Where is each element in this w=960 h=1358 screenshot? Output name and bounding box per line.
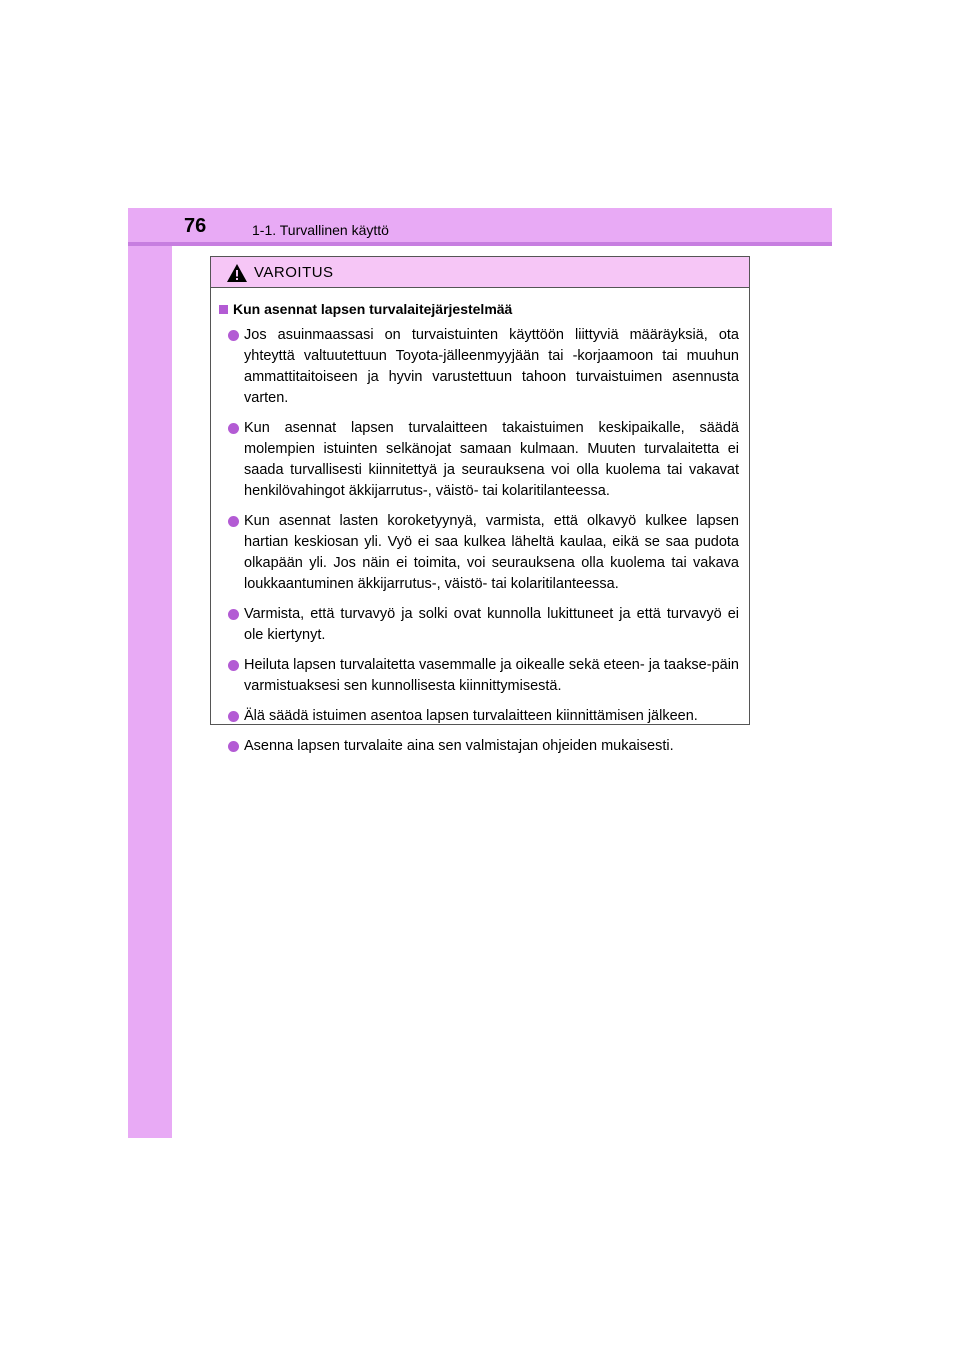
warning-item [219, 511, 741, 595]
bullet-icon [228, 711, 239, 722]
page-number: 76 [184, 215, 207, 237]
bullet-icon [228, 741, 239, 752]
warning-item-text: Jos asuinmaassasi on turvaistuinten käyttöön liittyviä määräyksiä, ota yhteyttä valtuutettuun Toyota-jälleenmyyjään tai -korjaamoon tai muuhun ammattitaitoiseen ja hyvin varustettuun tahoon turvaistuimen asennusta varten. [244, 327, 739, 406]
warning-item [219, 418, 741, 502]
bullet-icon [228, 516, 239, 527]
warning-title: VAROITUS [254, 264, 334, 281]
warning-item [219, 655, 741, 697]
warning-triangle-icon [226, 263, 248, 283]
bullet-icon [228, 609, 239, 620]
header-rule [128, 242, 832, 246]
warning-item-text: Asenna lapsen turvalaite aina sen valmistajan ohjeiden mukaisesti. [244, 738, 674, 754]
warning-header [211, 257, 749, 288]
square-bullet-icon [219, 305, 228, 314]
section-title: 1-1. Turvallinen käyttö [252, 222, 389, 238]
warning-item-text: Kun asennat lapsen turvalaitteen takaistuimen keskipaikalle, säädä molempien istuinten selkänojat samaan kulmaan. Muuten turvalaitetta ei saada turvallisesti kiinnitettyä ja seurauksena voi olla kuolema tai vakavat henkilövahingot äkkijarrutus-, väistö- tai kolaritilanteessa. [244, 420, 739, 499]
warning-heading-text: Kun asennat lapsen turvalaitejärjestelmää [233, 301, 513, 317]
warning-item-text: Älä säädä istuimen asentoa lapsen turvalaitteen kiinnittämisen jälkeen. [244, 708, 698, 724]
warning-item [219, 706, 741, 727]
warning-item-text: Heiluta lapsen turvalaitetta vasemmalle ja oikealle sekä eteen- ja taakse-päin varmistuaksesi sen kunnollisesta kiinnittymisestä. [244, 657, 739, 694]
warning-heading [219, 299, 741, 319]
warning-item [219, 736, 741, 757]
side-color-band [128, 208, 172, 1138]
warning-item-text: Varmista, että turvavyö ja solki ovat kunnolla lukittuneet ja että turvavyö ei ole kiertynyt. [244, 606, 739, 643]
bullet-icon [228, 330, 239, 341]
warning-body [211, 288, 749, 757]
bullet-icon [228, 423, 239, 434]
warning-item [219, 325, 741, 409]
warning-box [210, 256, 750, 754]
bullet-icon [228, 660, 239, 671]
header-color-band [128, 208, 832, 242]
warning-item [219, 604, 741, 646]
warning-item-text: Kun asennat lasten koroketyynyä, varmista, että olkavyö kulkee lapsen hartian keskiosan yli. Vyö ei saa kulkea läheltä kaulaa, eikä se saa pudota olkapään yli. Jos näin ei toimita, voi seurauksena olla kuolema tai vakava loukkaantuminen äkkijarrutus-, väistö- tai kolaritilanteessa. [244, 513, 739, 592]
